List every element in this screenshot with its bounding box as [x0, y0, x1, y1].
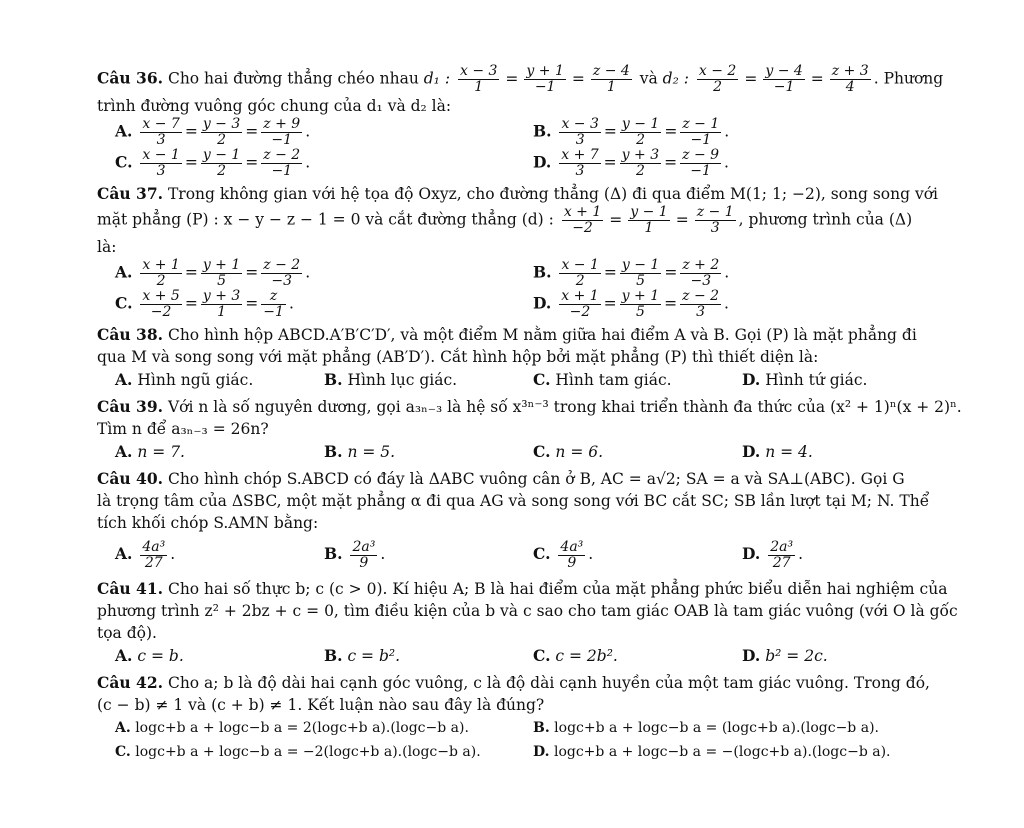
line-name: d₁ : — [423, 69, 451, 88]
line-name: d₂ : — [662, 69, 689, 88]
question-41-stem-3: tọa độ). — [97, 624, 157, 642]
option-39-b[interactable] — [306, 440, 515, 464]
question-text: Cho hai đường thẳng chéo nhau — [167, 69, 419, 88]
question-41-stem-2: phương trình z² + 2bz + c = 0, tìm điều kiện của b và c sao cho tam giác OAB là tam giác vuông (với O là gốc — [97, 602, 958, 620]
numerator: 2a³ — [352, 538, 376, 555]
option-text: Hình tam giác. — [555, 371, 672, 389]
question-42-stem — [97, 672, 933, 694]
denominator: 1 — [644, 220, 654, 236]
question-41 — [97, 578, 958, 668]
option-text: c = b. — [137, 647, 184, 665]
option-label: D. — [742, 370, 761, 389]
denominator: −3 — [690, 273, 712, 289]
denominator: 5 — [635, 304, 645, 320]
option-41-a[interactable] — [97, 644, 306, 668]
option-40-c[interactable] — [515, 534, 724, 574]
denominator: −1 — [690, 132, 712, 148]
option-label: A. — [115, 544, 133, 563]
options-41 — [97, 644, 933, 668]
question-text: Với n là số nguyên dương, gọi a₃ₙ₋₃ là hệ số x³ⁿ⁻³ trong khai triển thành đa thức của (x² + 1)ⁿ(x + 2)ⁿ. — [167, 398, 962, 416]
question-text: , phương trình của (Δ) — [738, 210, 913, 229]
question-41-stem — [97, 578, 948, 600]
question-37-stem-3: là: — [97, 238, 117, 256]
numerator: x − 1 — [142, 147, 180, 163]
option-text: logc+b a + logc−b a = 2(logc+b a).(logc−b a). — [135, 720, 469, 736]
punctuation: . — [170, 545, 176, 563]
fraction — [763, 64, 804, 95]
numerator: z − 2 — [682, 288, 720, 304]
numerator: z + 3 — [831, 63, 869, 79]
denominator: −1 — [271, 163, 293, 179]
denominator: 5 — [636, 273, 646, 289]
option-39-a[interactable] — [97, 440, 306, 464]
numerator: y + 3 — [621, 147, 660, 163]
conjunction: và — [639, 69, 658, 88]
option-label: C. — [533, 442, 551, 461]
option-42-d[interactable] — [515, 740, 933, 764]
numerator: z − 9 — [682, 147, 720, 163]
denominator: 1 — [474, 79, 484, 95]
option-text: c = 2b². — [555, 647, 618, 665]
numerator: y + 1 — [526, 63, 564, 79]
option-41-c[interactable] — [515, 644, 724, 668]
question-text: Trong không gian với hệ tọa độ Oxyz, cho đường thẳng (Δ) đi qua điểm M(1; 1; −2), song song với — [167, 185, 939, 203]
question-38-stem — [97, 324, 933, 346]
option-36-d[interactable]: D. $\frac{x + 7}{3}$ = $\frac{y + 3}{2}$ = $\frac{z - 9}{-1}$ . — [533, 147, 729, 179]
punctuation: . — [588, 545, 594, 563]
denominator: 3 — [696, 304, 706, 320]
denominator: −1 — [271, 132, 293, 148]
numerator: x + 7 — [561, 147, 599, 163]
numerator: x + 1 — [563, 204, 602, 220]
options-38 — [97, 368, 933, 392]
numerator: y − 1 — [621, 116, 660, 132]
denominator: 5 — [217, 273, 226, 289]
numerator: y − 4 — [765, 63, 803, 79]
option-37-d[interactable]: D. $\frac{x + 1}{-2}$ = $\frac{y + 1}{5}$ = $\frac{z - 2}{3}$ . — [533, 288, 729, 320]
denominator: 1 — [606, 79, 616, 95]
denominator: 27 — [772, 554, 791, 571]
option-text: Hình lục giác. — [347, 371, 458, 389]
option-41-b[interactable] — [306, 644, 515, 668]
option-40-d[interactable] — [724, 534, 933, 574]
numerator: y − 1 — [202, 147, 241, 163]
option-text: n = 6. — [555, 443, 604, 461]
denominator: −2 — [572, 220, 593, 236]
question-42 — [97, 672, 933, 764]
numerator: y + 3 — [202, 288, 241, 304]
denominator: 2 — [713, 79, 723, 95]
question-40 — [97, 468, 933, 574]
denominator: 2 — [575, 273, 585, 289]
options-37 — [97, 258, 933, 320]
question-38 — [97, 324, 933, 392]
option-40-b[interactable] — [306, 534, 515, 574]
question-37-stem-2: mặt phẳng (P) : x − y − z − 1 = 0 và cắt đường thẳng (d) : $\frac{x + 1}{-2}$ = $\frac{y - 1}{1}$ = $\frac{z - 1}{3}$ , phương trình của (Δ) — [97, 204, 913, 236]
option-text: Hình ngũ giác. — [137, 371, 254, 389]
option-37-c[interactable]: C. $\frac{x + 5}{-2}$ = $\frac{y + 3}{1}$ = $\frac{z}{-1}$ . — [115, 288, 294, 320]
options-42 — [97, 716, 933, 764]
option-36-c[interactable]: C. $\frac{x - 1}{3}$ = $\frac{y - 1}{2}$ = $\frac{z - 2}{-1}$ . — [115, 147, 311, 179]
question-label: Câu 36. — [97, 68, 164, 88]
option-40-a[interactable] — [97, 534, 306, 574]
fraction — [697, 64, 738, 95]
question-39 — [97, 396, 962, 464]
question-text: Cho hình chóp S.ABCD có đáy là ΔABC vuông cân ở B, AC = a√2; SA = a và SA⊥(ABC). Gọi G — [167, 470, 905, 488]
question-38-stem-2: qua M và song song với mặt phẳng (AB′D′). Cắt hình hộp bởi mặt phẳng (P) thì thiết diện là: — [97, 348, 819, 366]
option-38-b[interactable] — [306, 368, 515, 392]
numerator: x − 1 — [561, 257, 599, 273]
numerator: x − 3 — [459, 63, 498, 79]
option-label: D. — [742, 544, 761, 563]
numerator: z + 9 — [263, 116, 301, 132]
numerator: z − 1 — [696, 204, 734, 220]
denominator: −1 — [690, 163, 711, 179]
option-36-b[interactable]: B. $\frac{x - 3}{3}$ = $\frac{y - 1}{2}$ = $\frac{z - 1}{-1}$ . — [533, 116, 730, 148]
option-42-a[interactable] — [97, 716, 515, 740]
option-label: C. — [533, 646, 551, 665]
question-36-stem: Câu 36. Cho hai đường thẳng chéo nhau d₁ : $\frac{x - 3}{1}$ = $\frac{y + 1}{-1}$ = $\frac{z - 4}{1}$ và d₂ : $\frac{x - 2}{2}$ = $\frac{y - 4}{-1}$ = $\frac{z + 3}{4}$ . Phương — [97, 63, 944, 95]
option-38-a[interactable] — [97, 368, 306, 392]
option-42-b[interactable] — [515, 716, 933, 740]
fraction — [591, 64, 632, 95]
question-text: Cho hai số thực b; c (c > 0). Kí hiệu A; B là hai điểm của mặt phẳng phức biểu diễn hai nghiệm của — [167, 580, 948, 598]
option-label: D. — [533, 152, 552, 172]
denominator: 2 — [217, 163, 227, 179]
denominator: −1 — [534, 79, 556, 95]
numerator: x + 1 — [561, 288, 599, 304]
question-label: Câu 39. — [97, 397, 164, 416]
option-text: logc+b a + logc−b a = (logc+b a).(logc−b a). — [554, 720, 879, 736]
numerator: z − 1 — [682, 116, 720, 132]
option-label: B. — [533, 262, 552, 282]
numerator: z − 4 — [592, 63, 630, 79]
denominator: 27 — [144, 554, 163, 571]
option-text: logc+b a + logc−b a = −(logc+b a).(logc−b a). — [553, 744, 891, 760]
denominator: 9 — [567, 554, 577, 571]
numerator: 4a³ — [142, 538, 166, 555]
option-label: D. — [742, 646, 761, 665]
option-label: B. — [324, 544, 343, 563]
numerator: z + 2 — [682, 257, 720, 273]
question-42-stem-2: (c − b) ≠ 1 và (c + b) ≠ 1. Kết luận nào sau đây là đúng? — [97, 696, 545, 714]
question-text: Cho hình hộp ABCD.A′B′C′D′, và một điểm M nằm giữa hai điểm A và B. Gọi (P) là mặt phẳng đi — [167, 326, 917, 344]
question-39-stem — [97, 396, 962, 418]
fraction — [458, 64, 499, 95]
option-38-c[interactable] — [515, 368, 724, 392]
option-label: B. — [533, 720, 550, 736]
numerator: y − 1 — [630, 204, 668, 220]
punctuation: . — [798, 545, 804, 563]
question-40-stem-2: là trọng tâm của ΔSBC, một mặt phẳng α đi qua AG và song song với BC cắt SC; SB lần lượt tại M; N. Thể — [97, 492, 930, 510]
option-label: D. — [742, 442, 761, 461]
numerator: x + 1 — [142, 257, 180, 273]
option-37-b[interactable]: B. $\frac{x - 1}{2}$ = $\frac{y - 1}{5}$ = $\frac{z + 2}{-3}$ . — [533, 257, 730, 289]
option-label: D. — [533, 293, 552, 313]
question-label: Câu 37. — [97, 184, 164, 203]
fraction — [830, 64, 871, 95]
numerator: x − 2 — [698, 63, 737, 79]
options-36 — [97, 117, 933, 179]
option-label: A. — [115, 262, 133, 282]
numerator: z − 2 — [263, 147, 301, 163]
denominator: 1 — [217, 304, 227, 320]
option-38-d[interactable] — [724, 368, 933, 392]
denominator: 4 — [845, 79, 855, 95]
option-label: A. — [115, 121, 133, 141]
question-37-stem — [97, 183, 939, 205]
fraction — [524, 64, 565, 95]
denominator: −1 — [773, 79, 795, 95]
numerator: 2a³ — [770, 538, 794, 555]
option-41-d[interactable] — [724, 644, 933, 668]
question-label: Câu 40. — [97, 469, 164, 488]
denominator: 2 — [636, 132, 646, 148]
punctuation: . — [380, 545, 386, 563]
question-39-stem-2: Tìm n để a₃ₙ₋₃ = 26n? — [97, 420, 269, 438]
option-label: D. — [533, 744, 550, 760]
option-text: n = 7. — [137, 443, 185, 461]
option-label: C. — [533, 370, 551, 389]
exam-page — [97, 63, 962, 768]
denominator: −2 — [150, 304, 172, 320]
option-36-a[interactable]: A. $\frac{x - 7}{3}$ = $\frac{y - 3}{2}$ = $\frac{z + 9}{-1}$ . — [115, 116, 311, 148]
option-label: A. — [115, 646, 133, 665]
denominator: 3 — [575, 163, 585, 179]
question-36 — [97, 63, 944, 179]
option-37-a[interactable]: A. $\frac{x + 1}{2}$ = $\frac{y + 1}{5}$ = $\frac{z - 2}{-3}$ . — [115, 257, 311, 289]
question-40-stem-3: tích khối chóp S.AMN bằng: — [97, 514, 319, 532]
denominator: 3 — [156, 132, 166, 148]
question-text: . Phương — [873, 69, 944, 88]
denominator: 3 — [710, 220, 720, 236]
options-39 — [97, 440, 933, 464]
option-label: C. — [115, 293, 133, 313]
question-text: Cho a; b là độ dài hai cạnh góc vuông, c là độ dài cạnh huyền của một tam giác vuông. Trong đó, — [167, 674, 930, 692]
numerator: z − 2 — [263, 257, 301, 273]
option-label: B. — [533, 121, 552, 141]
numerator: y + 1 — [202, 257, 241, 273]
option-label: B. — [324, 442, 343, 461]
question-text: mặt phẳng (P) : x − y − z − 1 = 0 và cắt đường thẳng (d) : — [97, 210, 554, 229]
options-40 — [97, 534, 933, 574]
option-label: C. — [115, 744, 131, 760]
numerator: x − 3 — [561, 116, 599, 132]
option-label: A. — [115, 720, 131, 736]
numerator: x + 5 — [142, 288, 180, 304]
denominator: 9 — [359, 554, 369, 571]
denominator: 2 — [635, 163, 645, 179]
numerator: x − 7 — [142, 116, 180, 132]
option-39-d[interactable] — [724, 440, 933, 464]
denominator: −1 — [263, 304, 284, 320]
option-text: n = 5. — [347, 443, 396, 461]
question-36-stem-cont: trình đường vuông góc chung của d₁ và d₂ là: — [97, 97, 452, 115]
question-label: Câu 38. — [97, 325, 164, 344]
question-37 — [97, 183, 939, 320]
denominator: 2 — [156, 273, 166, 289]
option-label: C. — [533, 544, 551, 563]
numerator: z — [261, 289, 286, 305]
numerator: y + 1 — [621, 288, 660, 304]
denominator: 3 — [156, 163, 166, 179]
option-39-c[interactable] — [515, 440, 724, 464]
question-label: Câu 41. — [97, 579, 164, 598]
numerator: y − 1 — [621, 257, 660, 273]
option-label: A. — [115, 370, 133, 389]
denominator: −3 — [271, 273, 293, 289]
option-label: B. — [324, 646, 343, 665]
option-text: n = 4. — [765, 443, 813, 461]
question-40-stem — [97, 468, 933, 490]
option-label: A. — [115, 442, 133, 461]
option-text: logc+b a + logc−b a = −2(logc+b a).(logc−b a). — [135, 744, 481, 760]
option-text: b² = 2c. — [765, 647, 828, 665]
option-text: c = b². — [347, 647, 401, 665]
denominator: 2 — [217, 132, 226, 148]
denominator: −2 — [569, 304, 591, 320]
denominator: 3 — [575, 132, 585, 148]
option-42-c[interactable] — [97, 740, 515, 764]
option-label: B. — [324, 370, 343, 389]
question-label: Câu 42. — [97, 673, 164, 692]
option-text: Hình tứ giác. — [765, 371, 868, 389]
numerator: 4a³ — [560, 538, 584, 555]
option-label: C. — [115, 152, 133, 172]
numerator: y − 3 — [202, 116, 241, 132]
